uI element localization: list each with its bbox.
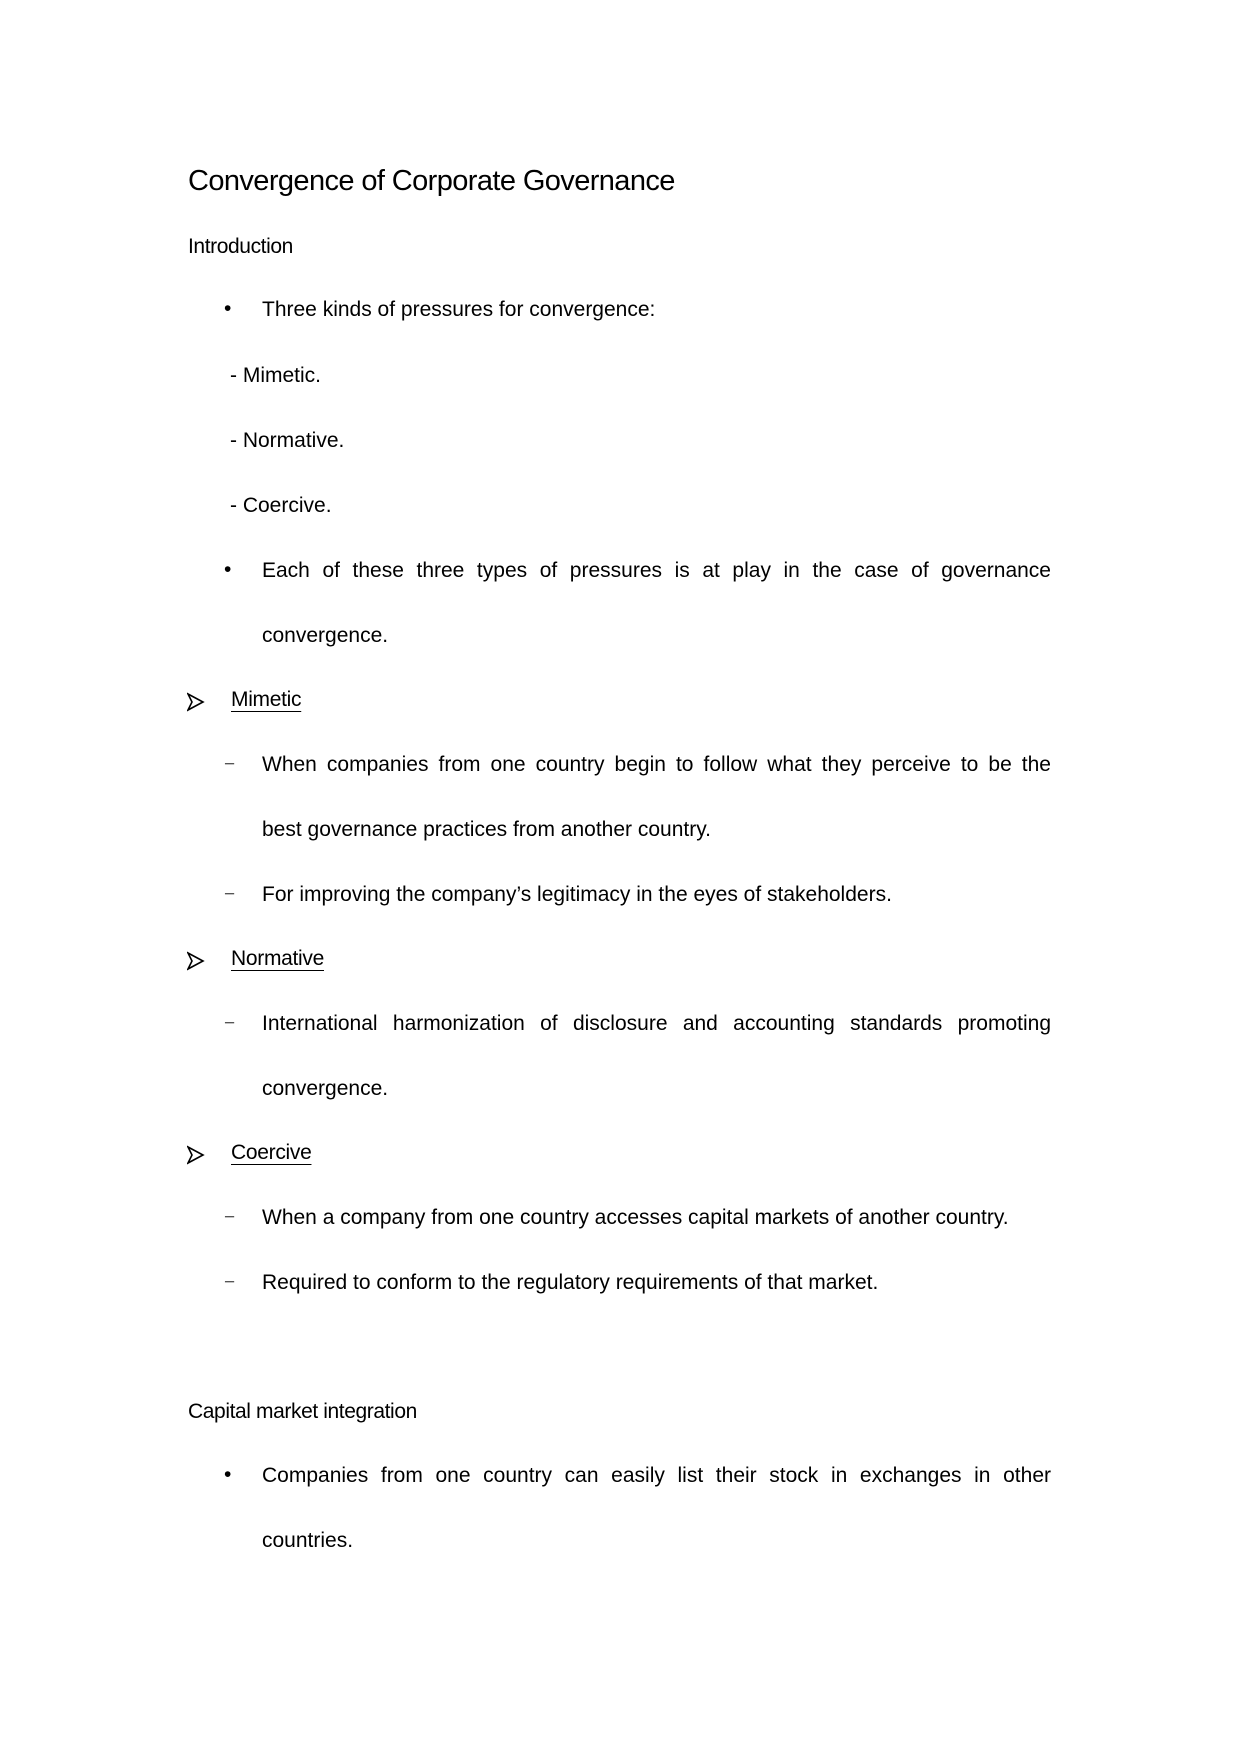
intro-bullet-2-line-2: convergence.	[262, 624, 389, 647]
coercive-item-1: When a company from one country accesses capital markets of another country.	[262, 1206, 1009, 1229]
intro-sub-item-coercive: - Coercive.	[230, 494, 332, 517]
dash-marker: −	[224, 1013, 236, 1034]
bullet-marker: •	[224, 297, 232, 320]
normative-item-1-line-2: convergence.	[262, 1077, 389, 1100]
mimetic-item-1-line-1: When companies from one country begin to follow what they perceive to be the	[262, 753, 1051, 776]
section-heading-coercive: Coercive	[231, 1141, 312, 1164]
intro-sub-item-mimetic: - Mimetic.	[230, 364, 321, 387]
bullet-marker: •	[224, 1463, 232, 1486]
arrowhead-bullet-icon	[187, 951, 205, 971]
document-title: Convergence of Corporate Governance	[188, 165, 675, 197]
mimetic-item-1-line-2: best governance practices from another country.	[262, 818, 712, 841]
bullet-marker: •	[224, 558, 232, 581]
section-heading-normative: Normative	[231, 947, 324, 970]
arrowhead-bullet-icon	[187, 692, 205, 712]
intro-bullet-2-line-1: Each of these three types of pressures is at play in the case of governance	[262, 559, 1051, 582]
section-heading-mimetic: Mimetic	[231, 688, 302, 711]
mimetic-item-2: For improving the company’s legitimacy in the eyes of stakeholders.	[262, 883, 892, 906]
section-heading-capital-market: Capital market integration	[188, 1400, 417, 1423]
normative-item-1-line-1: International harmonization of disclosure and accounting standards promoting	[262, 1012, 1051, 1035]
arrowhead-bullet-icon	[187, 1145, 205, 1165]
dash-marker: −	[224, 1272, 236, 1293]
dash-marker: −	[224, 754, 236, 775]
coercive-item-2: Required to conform to the regulatory requirements of that market.	[262, 1271, 879, 1294]
dash-marker: −	[224, 884, 236, 905]
intro-sub-item-normative: - Normative.	[230, 429, 345, 452]
section-heading-introduction: Introduction	[188, 235, 293, 258]
dash-marker: −	[224, 1207, 236, 1228]
capital-market-bullet-1-line-2: countries.	[262, 1529, 354, 1552]
capital-market-bullet-1-line-1: Companies from one country can easily list their stock in exchanges in other	[262, 1464, 1051, 1487]
intro-bullet-1: Three kinds of pressures for convergence:	[262, 298, 656, 321]
